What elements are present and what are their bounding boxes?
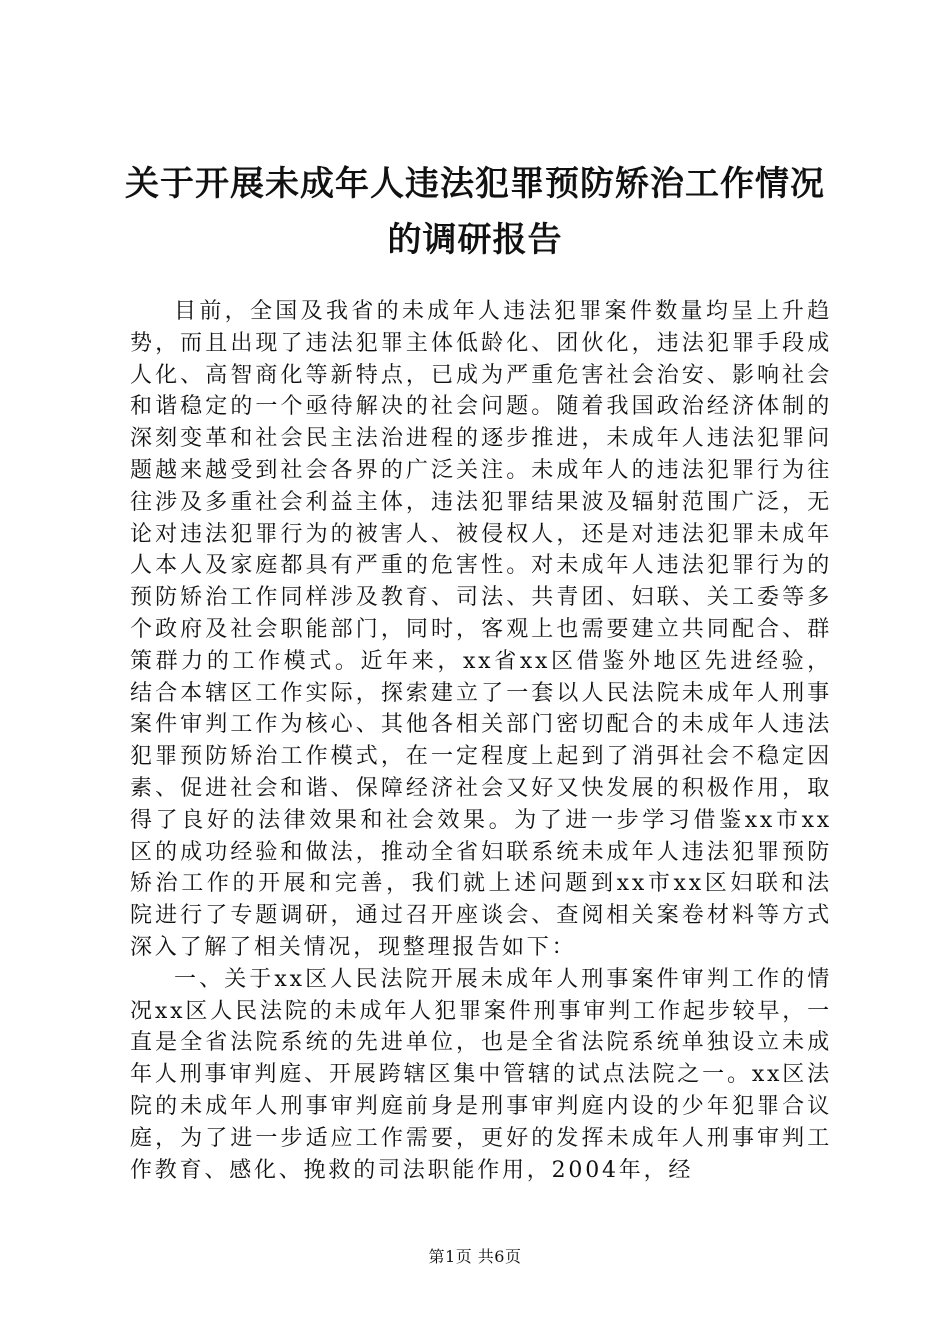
document-title-line-2: 的调研报告: [387, 220, 563, 260]
document-title-line-1: 关于开展未成年人违法犯罪预防矫治工作情况: [125, 164, 825, 204]
page-number-footer: 第1页 共6页: [428, 1247, 522, 1266]
document-body: [130, 296, 832, 1186]
paragraph-section-one: 一、关于xx区人民法院开展未成年人刑事案件审判工作的情况xx区人民法院的未成年人犯罪案件刑事审判工作起步较早，一直是全省法院系统的先进单位，也是全省法院系统单独设立未成年人刑事审判庭、开展跨辖区集中管辖的试点法院之一。xx区法院的未成年人刑事审判庭前身是刑事审判庭内设的少年犯罪合议庭，为了进一步适应工作需要，更好的发挥未成年人刑事审判工作教育、感化、挽救的司法职能作用，2004年，经: [130, 966, 832, 1183]
paragraph-introduction: 目前，全国及我省的未成年人违法犯罪案件数量均呈上升趋势，而且出现了违法犯罪主体低龄化、团伙化，违法犯罪手段成人化、高智商化等新特点，已成为严重危害社会治安、影响社会和谐稳定的一个亟待解决的社会问题。随着我国政治经济体制的深刻变革和社会民主法治进程的逐步推进，未成年人违法犯罪问题越来越受到社会各界的广泛关注。未成年人的违法犯罪行为往往涉及多重社会利益主体，违法犯罪结果波及辐射范围广泛，无论对违法犯罪行为的被害人、被侵权人，还是对违法犯罪未成年人本人及家庭都具有严重的危害性。对未成年人违法犯罪行为的预防矫治工作同样涉及教育、司法、共青团、妇联、关工委等多个政府及社会职能部门，同时，客观上也需要建立共同配合、群策群力的工作模式。近年来，xx省xx区借鉴外地区先进经验，结合本辖区工作实际，探索建立了一套以人民法院未成年人刑事案件审判工作为核心、其他各相关部门密切配合的未成年人违法犯罪预防矫治工作模式，在一定程度上起到了消弭社会不稳定因素、促进社会和谐、保障经济社会又好又快发展的积极作用，取得了良好的法律效果和社会效果。为了进一步学习借鉴xx市xx区的成功经验和做法，推动全省妇联系统未成年人违法犯罪预防矫治工作的开展和完善，我们就上述问题到xx市xx区妇联和法院进行了专题调研，通过召开座谈会、查阅相关案卷材料等方式深入了解了相关情况，现整理报告如下：: [130, 299, 832, 960]
